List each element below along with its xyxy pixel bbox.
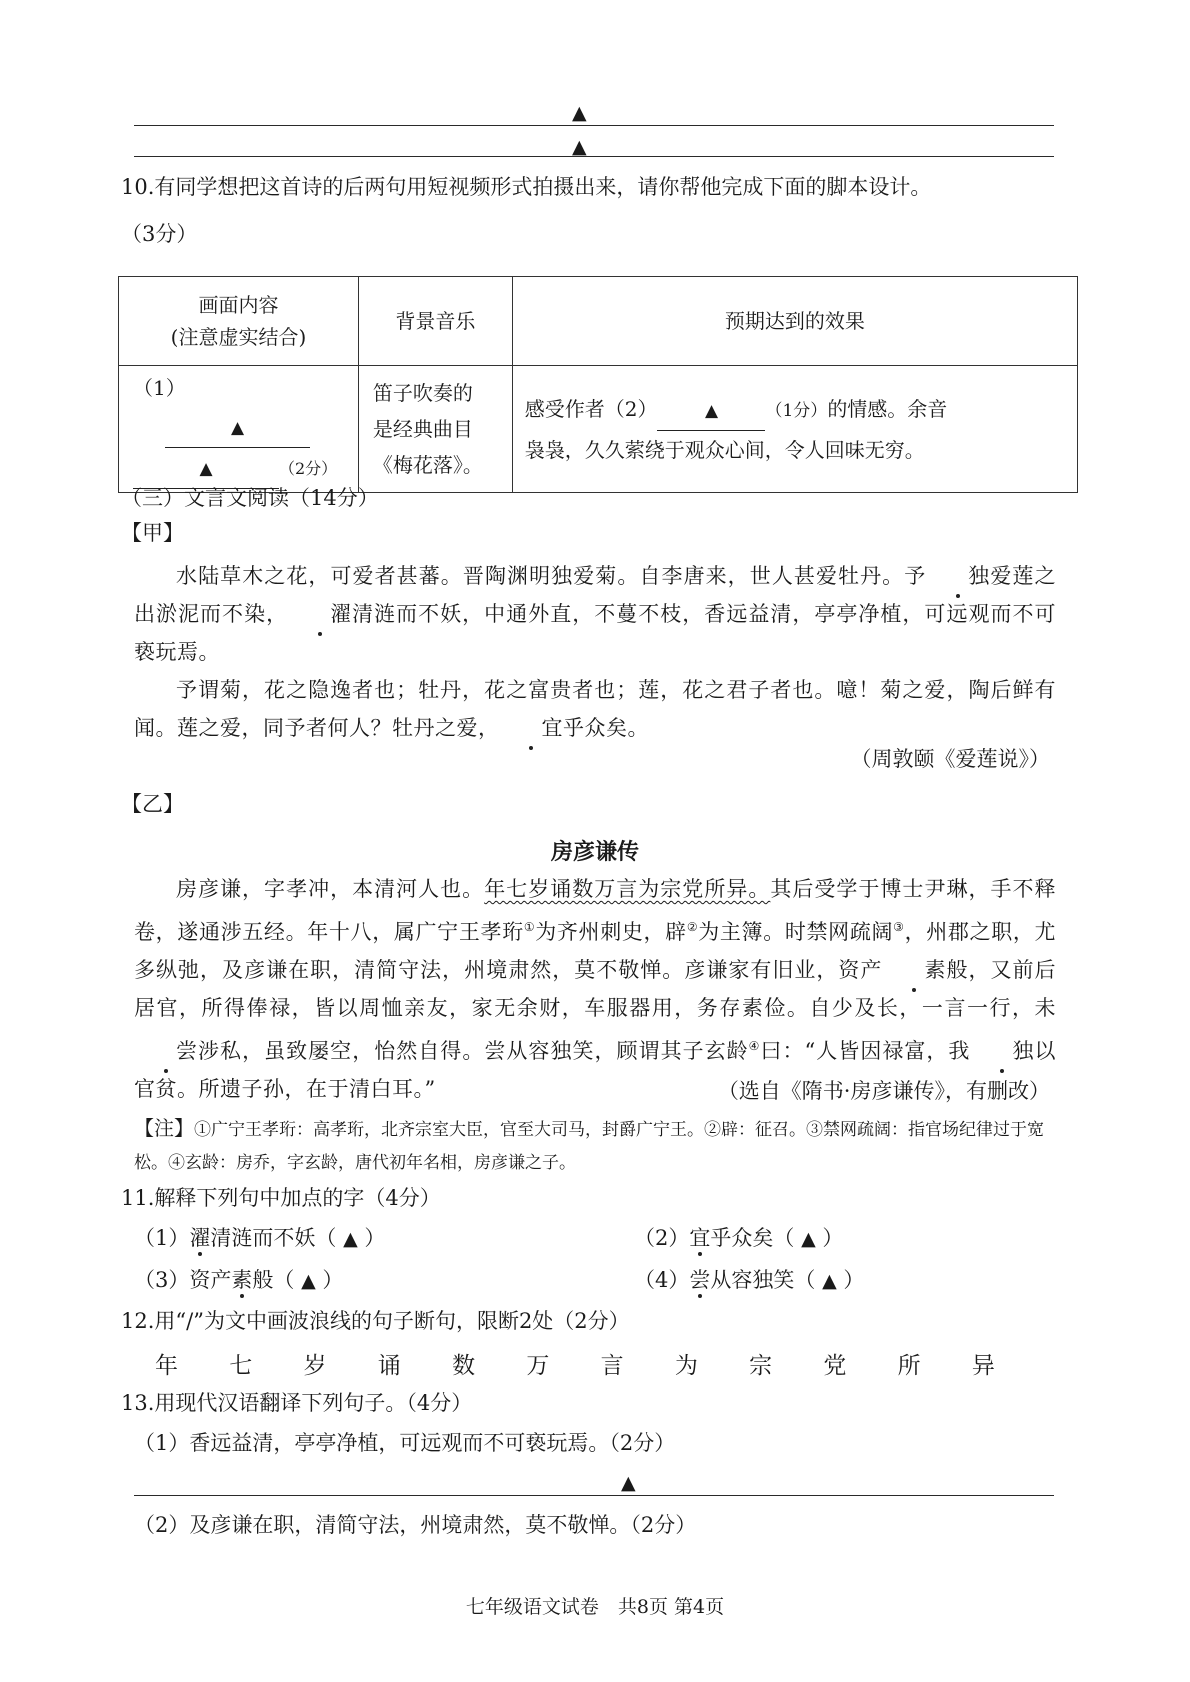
sentence-char: 诵 — [377, 1353, 401, 1379]
passage-jia-label: 【甲】 — [121, 521, 184, 545]
table-header-music: 背景音乐 — [358, 277, 512, 366]
passage-jia-paragraph-1: 水陆草木之花，可爱者甚蕃。晋陶渊明独爱菊。自李唐来，世人甚爱牡丹。予 独爱莲之出淤泥而不染， 濯清涟而不妖，中通外直，不蔓不枝，香远益清，亭亭净植，可远观而不可亵玩焉。 — [134, 557, 1056, 671]
question-11-item-4: （4）尝从容独笑（ ▲ ） — [634, 1265, 864, 1296]
passage-jia-source: （周敦颐《爱莲说》） — [850, 747, 1050, 771]
sentence-char: 为 — [674, 1353, 698, 1379]
question-12-prompt: 12.用“/”为文中画波浪线的句子断句，限断2处（2分） — [121, 1309, 630, 1333]
passage-yi-title: 房彦谦传 — [550, 840, 639, 865]
question-11-prompt: 11.解释下列句中加点的字（4分） — [121, 1186, 441, 1210]
question-11-item-1: （1）濯清涟而不妖（ ▲ ） — [134, 1223, 385, 1254]
question-13-sentence-1: （1）香远益清，亭亭净植，可远观而不可亵玩焉。（2分） — [134, 1431, 676, 1455]
sentence-char: 年 — [155, 1353, 178, 1379]
answer-placeholder-triangle: ▲ — [572, 136, 587, 158]
question-11-item-2: （2）宜乎众矣（ ▲ ） — [634, 1223, 843, 1254]
passage-jia-paragraph-2: 予谓菊，花之隐逸者也；牡丹，花之富贵者也；莲，花之君子者也。噫！菊之爱，陶后鲜有闻。莲之爱，同予者何人？牡丹之爱， 宜乎众矣。 — [134, 671, 1056, 747]
answer-blank-1-cont[interactable]: ▲ — [133, 448, 279, 489]
answer-placeholder-triangle: ▲ — [621, 1472, 636, 1494]
passage-notes: 【注】①广宁王孝珩：高孝珩，北齐宗室大臣，官至大司马，封爵广宁王。②辟：征召。③禁网疏阔：指官场纪律过于宽松。④玄龄：房乔，字玄龄，唐代初年名相，房彦谦之子。 — [134, 1116, 1044, 1173]
sentence-char: 所 — [897, 1353, 921, 1379]
sentence-char: 万 — [526, 1353, 550, 1379]
question-11-item-3: （3）资产素般（ ▲ ） — [134, 1265, 343, 1296]
sentence-char: 岁 — [303, 1353, 327, 1379]
table-header-scene: 画面内容 (注意虚实结合) — [119, 277, 359, 366]
question-13-prompt: 13.用现代汉语翻译下列句子。（4分） — [121, 1391, 473, 1415]
answer-placeholder-triangle: ▲ — [572, 102, 587, 124]
page-footer: 七年级语文试卷 共8页 第4页 — [465, 1596, 725, 1618]
sentence-to-punctuate — [155, 1347, 995, 1380]
answer-line — [134, 1495, 1054, 1496]
passage-yi-paragraph: 房彦谦，字孝冲，本清河人也。年七岁诵数万言为宗党所异。其后受学于博士尹琳，手不释卷，遂通涉五经。年十八，属广宁王孝珩①为齐州刺史，辟②为主簿。时禁网疏阔③，州郡之职，尤多纵弛，及彦谦在职，清简守法，州境肃然，莫不敬惮。彦谦家有旧业，资产 素般，又前后居官，所得俸禄，皆以周恤亲友，家无余财，车服器用，务存素俭。自少及长，一言一行，未尝涉私，虽致屡空，怡然自得。尝从容独笑，顾谓其子玄龄④曰：“人皆因禄富，我 独以官贫。所遗子孙，在于清白耳。” — [134, 877, 1057, 1101]
passage-yi-label: 【乙】 — [121, 792, 184, 816]
sentence-char: 七 — [229, 1353, 253, 1379]
answer-line — [134, 125, 1054, 126]
table-header-effect: 预期达到的效果 — [512, 277, 1077, 366]
sentence-char: 党 — [823, 1353, 847, 1379]
question-10-prompt: 10.有同学想把这首诗的后两句用短视频形式拍摄出来，请你帮他完成下面的脚本设计。 — [121, 175, 932, 199]
table-cell-scene: （1）▲ ▲ （2分） — [119, 366, 359, 493]
sentence-char: 言 — [600, 1353, 624, 1379]
script-design-table — [118, 276, 1078, 493]
passage-yi-source: （选自《隋书·房彦谦传》，有删改） — [717, 1079, 1050, 1103]
sentence-char: 数 — [452, 1353, 476, 1379]
question-13-sentence-2: （2）及彦谦在职，清简守法，州境肃然，莫不敬惮。（2分） — [134, 1513, 697, 1537]
wavy-underlined-sentence: 年七岁诵数万言为宗党所异。 — [484, 877, 771, 901]
sentence-char: 异 — [971, 1353, 995, 1379]
answer-blank-2[interactable]: ▲ — [657, 390, 765, 431]
answer-blank-1[interactable]: ▲ — [165, 407, 310, 448]
table-cell-effect: 感受作者（2） ▲ （1分）的情感。余音 袅袅，久久萦绕于观众心间，令人回味无穷。 — [512, 366, 1077, 493]
answer-line — [134, 156, 1054, 157]
sentence-char: 宗 — [749, 1353, 773, 1379]
section-3-heading: （三）文言文阅读（14分） — [121, 486, 379, 510]
question-10-score: （3分） — [121, 222, 198, 246]
table-cell-music: 笛子吹奏的 是经典曲目 《梅花落》。 — [358, 366, 512, 493]
